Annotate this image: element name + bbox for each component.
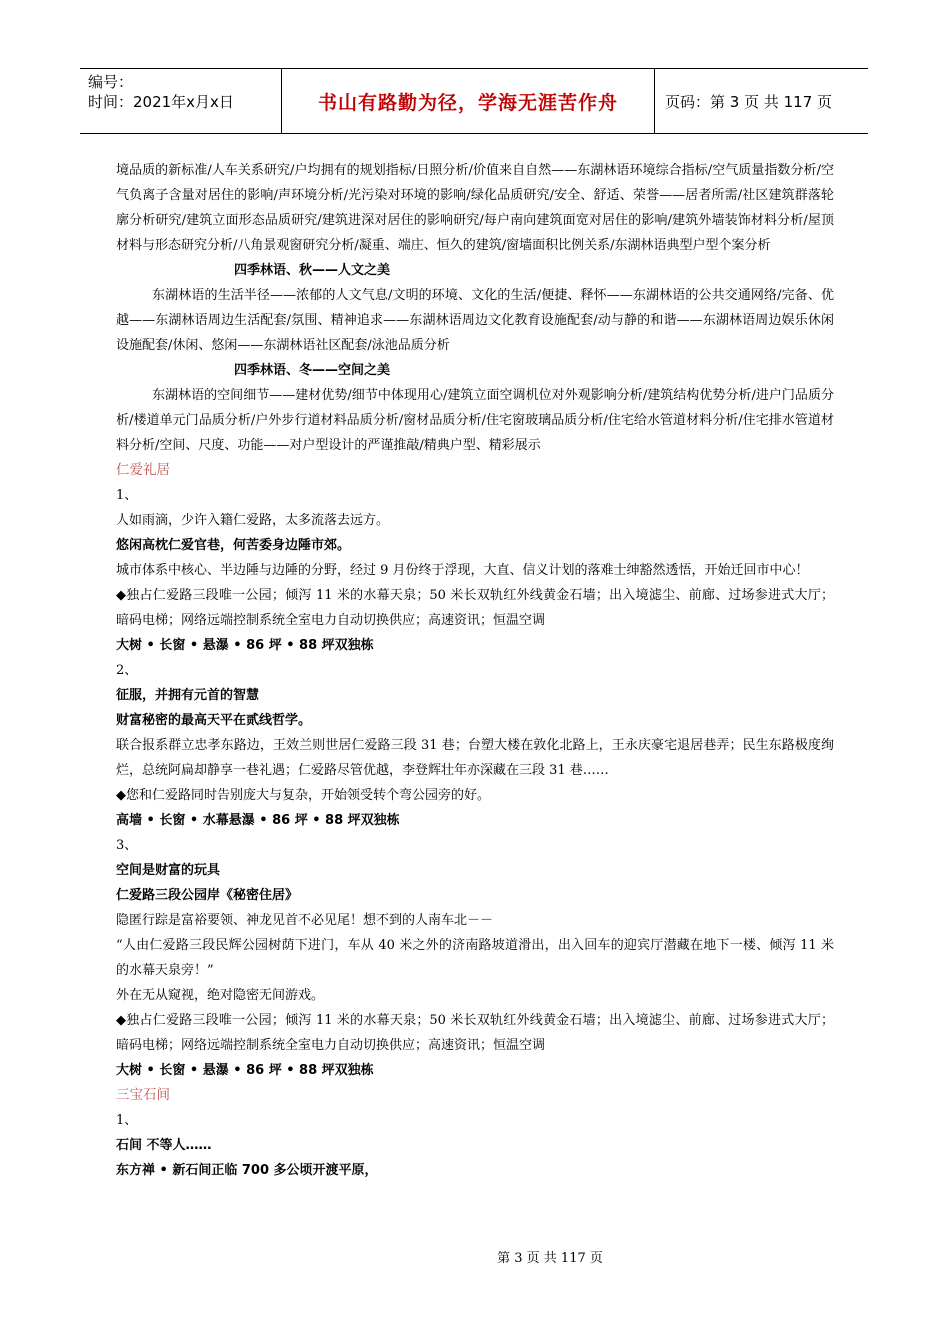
paragraph: 东湖林语的生活半径——浓郁的人文气息/文明的环境、文化的生活/便捷、释怀——东湖林语的公共交通网络/完备、优越——东湖林语周边生活配套/氛围、精神追求——东湖林语周边文化教育设施配套/动与静的和谐——东湖林语周边娱乐休闲设施配套/休闲、悠闲——东湖林语社区配套/泳池品质分析: [116, 288, 834, 353]
bold-line: 东方禅 • 新石间正临 700 多公顷开渡平原，: [116, 1163, 378, 1178]
bold-line: 财富秘密的最高天平在贰线哲学。: [116, 713, 312, 728]
bold-line: 大树 • 长窗 • 悬瀑 • 86 坪 • 88 坪双独栋: [116, 638, 374, 653]
page-header: [80, 68, 868, 134]
bold-line: 悠闲高枕仁爱官巷，何苦委身边陲市郊。: [116, 538, 351, 553]
paragraph: 联合报系群立忠孝东路边，王效兰则世居仁爱路三段 31 巷；台塑大楼在敦化北路上，王永庆豪宅退居巷弄；民生东路极度绚烂，总统阿扁却静享一巷礼遇；仁爱路尽管优越，李登辉壮年亦深藏在三段 31 巷……: [116, 738, 834, 778]
section-heading: 四季林语、秋——人文之美: [234, 263, 391, 278]
paragraph: 城市体系中核心、半边陲与边陲的分野，经过 9 月份终于浮现，大直、信义计划的落难士绅豁然透悟，开始迁回市中心！: [116, 563, 809, 578]
header-page-number: 页码：第 3 页 共 117 页: [665, 92, 833, 111]
paragraph: 东湖林语的空间细节——建材优势/细节中体现用心/建筑立面空调机位对外观影响分析/建筑结构优势分析/进户门品质分析/楼道单元门品质分析/户外步行道材料品质分析/窗材品质分析/住宅窗玻璃品质分析/住宅给水管道材料分析/住宅排水管道材料分析/空间、尺度、功能——对户型设计的严谨推敲/精典户型、精彩展示: [116, 388, 834, 453]
bold-line: 征服，并拥有元首的智慧: [116, 688, 260, 703]
paragraph: ◆独占仁爱路三段唯一公园；倾泻 11 米的水幕天泉；50 米长双轨红外线黄金石墙；出入境滤尘、前廊、过场参进式大厅；暗码电梯；网络远端控制系统全室电力自动切换供应；高速资讯；恒温空调: [116, 588, 834, 628]
project-heading: 仁爱礼居: [116, 462, 170, 478]
paragraph: ◆独占仁爱路三段唯一公园；倾泻 11 米的水幕天泉；50 米长双轨红外线黄金石墙；出入境滤尘、前廊、过场参进式大厅；暗码电梯；网络远端控制系统全室电力自动切换供应；高速资讯；恒温空调: [116, 1013, 834, 1053]
bold-line: 大树 • 长窗 • 悬瀑 • 86 坪 • 88 坪双独栋: [116, 1063, 374, 1078]
paragraph: 隐匿行踪是富裕要领、神龙见首不必见尾！想不到的人南车北－－: [116, 913, 494, 928]
paragraph: 1、: [116, 488, 138, 503]
bold-line: 仁爱路三段公园岸《秘密住居》: [116, 888, 299, 903]
paragraph: 外在无从窥视，绝对隐密无间游戏。: [116, 988, 325, 1003]
paragraph: 3、: [116, 838, 138, 853]
bold-line: 石间 不等人……: [116, 1138, 212, 1153]
paragraph: 2、: [116, 663, 138, 678]
paragraph: 境品质的新标准/人车关系研究/户均拥有的规划指标/日照分析/价值来自自然——东湖林语环境综合指标/空气质量指数分析/空气负离子含量对居住的影响/声环境分析/光污染对环境的影响/绿化品质研究/安全、舒适、荣誉——居者所需/社区建筑群落轮廓分析研究/建筑立面形态品质研究/建筑进深对居住的影响研究/每户南向建筑面宽对居住的影响/建筑外墙装饰材料分析/屋顶材料与形态研究分析/八角景观窗研究分析/凝重、端庄、恒久的建筑/窗墙面积比例关系/东湖林语典型户型个案分析: [116, 163, 834, 253]
document-body: [116, 158, 834, 1183]
header-motto: 书山有路勤为径，学海无涯苦作舟: [282, 69, 655, 133]
bold-line: 高墙 • 长窗 • 水幕悬瀑 • 86 坪 • 88 坪双独栋: [116, 813, 400, 828]
paragraph: ◆您和仁爱路同时告别庞大与复杂，开始领受转个弯公园旁的好。: [116, 788, 490, 803]
header-time: 时间：2021年x月x日: [88, 93, 234, 111]
paragraph: 人如雨滴，少许入籍仁爱路，太多流落去远方。: [116, 513, 390, 528]
paragraph: 1、: [116, 1113, 138, 1128]
bold-line: 空间是财富的玩具: [116, 863, 221, 878]
project-heading: 三宝石间: [116, 1087, 170, 1103]
page-footer: 第 3 页 共 117 页: [497, 1251, 603, 1266]
header-meta: [80, 69, 282, 133]
header-number: 编号：: [88, 73, 134, 91]
paragraph: “人由仁爱路三段民辉公园树荫下进门，车从 40 米之外的济南路坡道滑出，出入回车的迎宾厅潜藏在地下一楼、倾泻 11 米的水幕天泉旁！”: [116, 938, 834, 978]
section-heading: 四季林语、冬——空间之美: [234, 363, 391, 378]
